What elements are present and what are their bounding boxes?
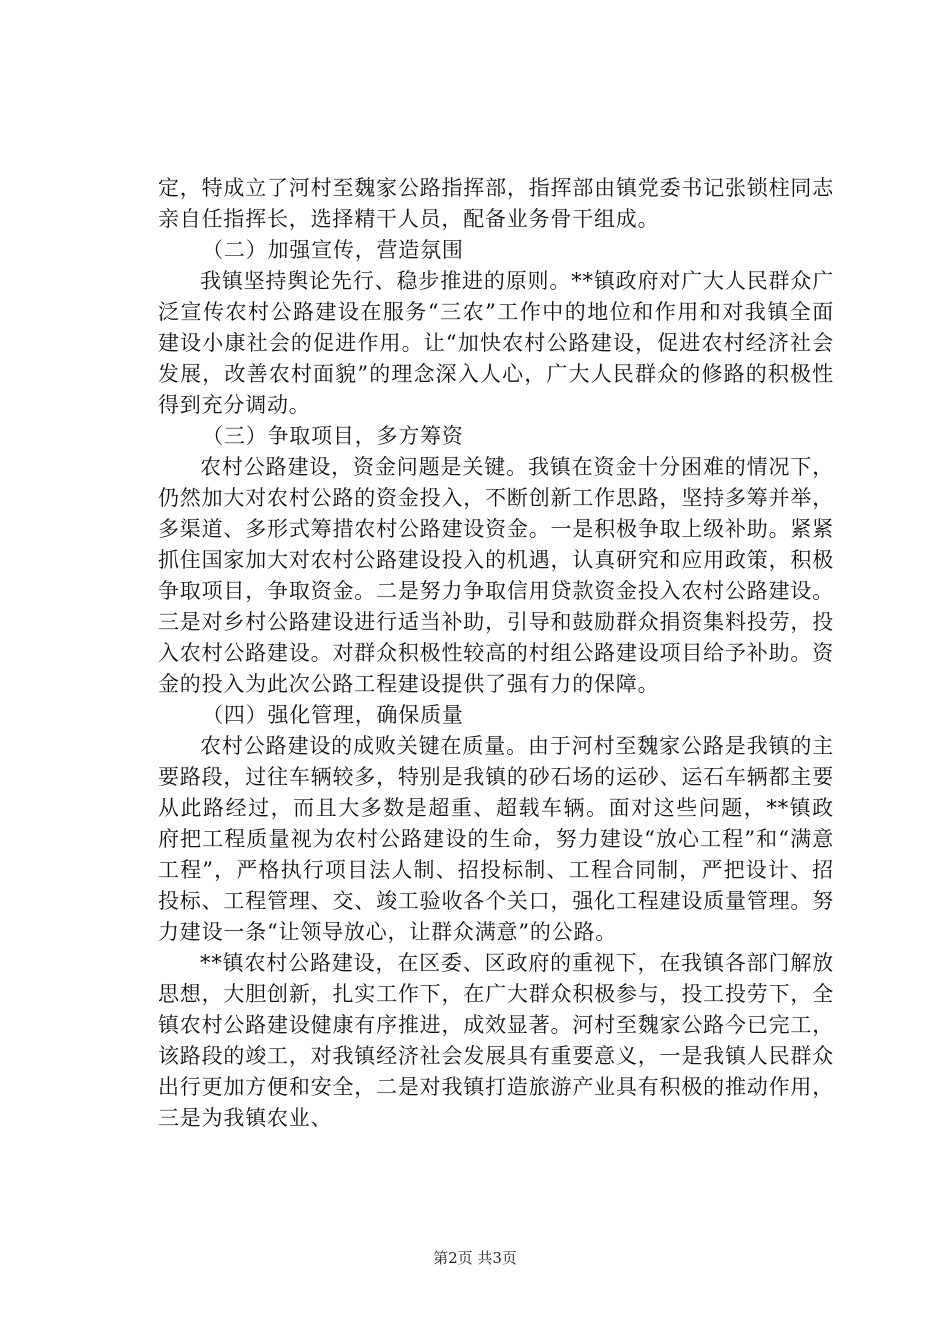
paragraph-funding: 农村公路建设，资金问题是关键。我镇在资金十分困难的情况下，仍然加大对农村公路的资金投入，不断创新工作思路，坚持多筹并举，多渠道、多形式筹措农村公路建设资金。一是积极争取上级补助。紧紧抓住国家加大对农村公路建设投入的机遇，认真研究和应用政策，积极争取项目，争取资金。二是努力争取信用贷款资金投入农村公路建设。三是对乡村公路建设进行适当补助，引导和鼓励群众捐资集料投劳，投入农村公路建设。对群众积极性较高的村组公路建设项目给予补助。资金的投入为此次公路工程建设提供了强有力的保障。 [158,455,834,696]
paragraph-publicity: 我镇坚持舆论先行、稳步推进的原则。**镇政府对广大人民群众广泛宣传农村公路建设在服务“三农”工作中的地位和作用和对我镇全面建设小康社会的促进作用。让“加快农村公路建设，促进农村经济社会发展，改善农村面貌”的理念深入人心，广大人民群众的修路的积极性得到充分调动。 [158,269,834,417]
paragraph-quality: 农村公路建设的成败关键在质量。由于河村至魏家公路是我镇的主要路段，过往车辆较多，特别是我镇的砂石场的运砂、运石车辆都主要从此路经过，而且大多数是超重、超载车辆。面对这些问题，**镇政府把工程质量视为农村公路建设的生命，努力建设“放心工程”和“满意工程”，严格执行项目法人制、招投标制、工程合同制，严把设计、招投标、工程管理、交、竣工验收各个关口，强化工程建设质量管理。努力建设一条“让领导放心，让群众满意”的公路。 [158,734,834,944]
section-heading-funding: （三）争取项目，多方筹资 [202,424,464,448]
section-heading-publicity: （二）加强宣传，营造氛围 [202,238,464,262]
paragraph-continuation: 定，特成立了河村至魏家公路指挥部，指挥部由镇党委书记张锁柱同志亲自任指挥长，选择精干人员，配备业务骨干组成。 [158,176,834,231]
paragraph-summary: **镇农村公路建设，在区委、区政府的重视下，在我镇各部门解放思想，大胆创新，扎实工作下，在广大群众积极参与，投工投劳下，全镇农村公路建设健康有序推进，成效显著。河村至魏家公路今已完工，该路段的竣工，对我镇经济社会发展具有重要意义，一是我镇人民群众出行更加方便和安全，二是对我镇打造旅游产业具有积极的推动作用，三是为我镇农业、 [158,951,834,1130]
page-number-footer: 第2页 共3页 [433,1249,517,1267]
section-heading-quality: （四）强化管理，确保质量 [202,703,464,727]
document-body [158,173,834,1134]
